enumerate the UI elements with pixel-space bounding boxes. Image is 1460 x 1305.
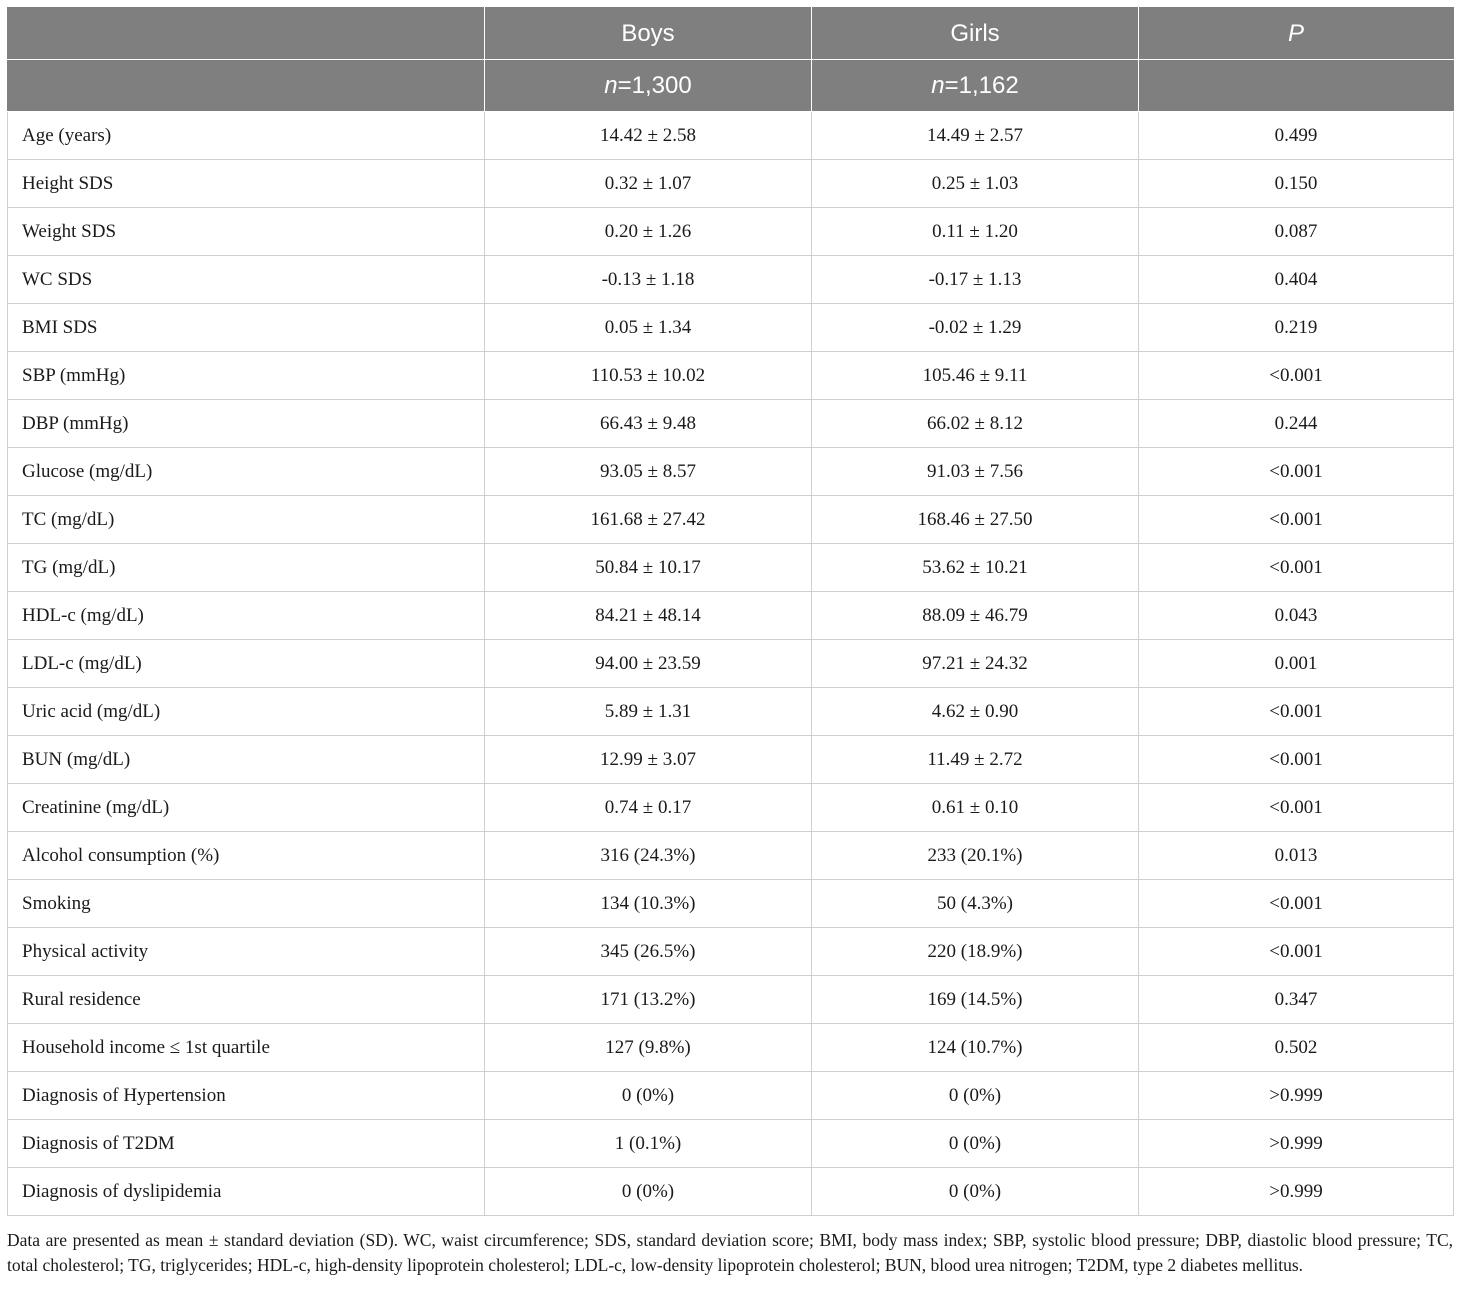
boys-value: 0.32 ± 1.07 <box>485 160 812 208</box>
girls-value: 97.21 ± 24.32 <box>812 640 1139 688</box>
row-label: Physical activity <box>8 928 485 976</box>
girls-value: 220 (18.9%) <box>812 928 1139 976</box>
table-row <box>8 736 1454 784</box>
girls-value: 4.62 ± 0.90 <box>812 688 1139 736</box>
boys-value: 110.53 ± 10.02 <box>485 352 812 400</box>
boys-value: 50.84 ± 10.17 <box>485 544 812 592</box>
girls-value: 0 (0%) <box>812 1072 1139 1120</box>
header-empty-cell <box>8 60 485 112</box>
n-symbol: n <box>604 71 618 99</box>
girls-value: 91.03 ± 7.56 <box>812 448 1139 496</box>
boys-value: 0 (0%) <box>485 1072 812 1120</box>
girls-value: 0.61 ± 0.10 <box>812 784 1139 832</box>
boys-value: 84.21 ± 48.14 <box>485 592 812 640</box>
boys-n-value: =1,300 <box>617 71 692 99</box>
row-label: Uric acid (mg/dL) <box>8 688 485 736</box>
row-label: TG (mg/dL) <box>8 544 485 592</box>
boys-value: 316 (24.3%) <box>485 832 812 880</box>
table-row <box>8 832 1454 880</box>
table-row <box>8 1072 1454 1120</box>
header-boys-n <box>485 60 812 112</box>
characteristics-table <box>7 7 1454 1216</box>
table-row <box>8 496 1454 544</box>
girls-value: 233 (20.1%) <box>812 832 1139 880</box>
row-label: TC (mg/dL) <box>8 496 485 544</box>
table-row <box>8 784 1454 832</box>
row-label: Household income ≤ 1st quartile <box>8 1024 485 1072</box>
table-row <box>8 544 1454 592</box>
row-label: Glucose (mg/dL) <box>8 448 485 496</box>
p-value: <0.001 <box>1139 544 1454 592</box>
p-value: 0.013 <box>1139 832 1454 880</box>
header-p-value: P <box>1139 8 1454 60</box>
boys-value: 66.43 ± 9.48 <box>485 400 812 448</box>
table-row <box>8 352 1454 400</box>
table-row <box>8 1120 1454 1168</box>
girls-value: -0.17 ± 1.13 <box>812 256 1139 304</box>
boys-value: 14.42 ± 2.58 <box>485 112 812 160</box>
boys-value: 0.20 ± 1.26 <box>485 208 812 256</box>
header-row-counts <box>8 60 1454 112</box>
row-label: Age (years) <box>8 112 485 160</box>
row-label: HDL-c (mg/dL) <box>8 592 485 640</box>
p-value: 0.244 <box>1139 400 1454 448</box>
p-value: <0.001 <box>1139 496 1454 544</box>
p-value: <0.001 <box>1139 448 1454 496</box>
header-row-groups <box>8 8 1454 60</box>
boys-value: 171 (13.2%) <box>485 976 812 1024</box>
girls-value: 169 (14.5%) <box>812 976 1139 1024</box>
girls-value: 105.46 ± 9.11 <box>812 352 1139 400</box>
row-label: Diagnosis of T2DM <box>8 1120 485 1168</box>
boys-value: 127 (9.8%) <box>485 1024 812 1072</box>
p-value: >0.999 <box>1139 1072 1454 1120</box>
boys-value: 345 (26.5%) <box>485 928 812 976</box>
p-value: >0.999 <box>1139 1120 1454 1168</box>
header-girls-n <box>812 60 1139 112</box>
girls-value: 11.49 ± 2.72 <box>812 736 1139 784</box>
p-value: <0.001 <box>1139 784 1454 832</box>
table-row <box>8 976 1454 1024</box>
girls-value: 50 (4.3%) <box>812 880 1139 928</box>
p-value: <0.001 <box>1139 352 1454 400</box>
girls-value: 66.02 ± 8.12 <box>812 400 1139 448</box>
table-row <box>8 160 1454 208</box>
p-value: 0.404 <box>1139 256 1454 304</box>
row-label: DBP (mmHg) <box>8 400 485 448</box>
p-value: 0.499 <box>1139 112 1454 160</box>
row-label: Diagnosis of dyslipidemia <box>8 1168 485 1216</box>
table-row <box>8 640 1454 688</box>
table-row <box>8 304 1454 352</box>
girls-value: 0.25 ± 1.03 <box>812 160 1139 208</box>
table-row <box>8 928 1454 976</box>
row-label: WC SDS <box>8 256 485 304</box>
girls-n-value: =1,162 <box>944 71 1019 99</box>
p-value: 0.001 <box>1139 640 1454 688</box>
girls-value: 0.11 ± 1.20 <box>812 208 1139 256</box>
table-footnote: Data are presented as mean ± standard deviation (SD). WC, waist circumference; SDS, standard deviation score; BMI, body mass index; SBP, systolic blood pressure; DBP, diastolic blood pressure; TC, total cholesterol; TG, triglycerides; HDL-c, high-density lipoprotein cholesterol; LDL-c, low-density lipoprotein cholesterol; BUN, blood urea nitrogen; T2DM, type 2 diabetes mellitus. <box>7 1230 1453 1275</box>
row-label: LDL-c (mg/dL) <box>8 640 485 688</box>
girls-value: 53.62 ± 10.21 <box>812 544 1139 592</box>
boys-value: 0 (0%) <box>485 1168 812 1216</box>
table-container <box>7 7 1453 1216</box>
row-label: BUN (mg/dL) <box>8 736 485 784</box>
p-value: <0.001 <box>1139 736 1454 784</box>
boys-value: 161.68 ± 27.42 <box>485 496 812 544</box>
boys-value: 1 (0.1%) <box>485 1120 812 1168</box>
row-label: Smoking <box>8 880 485 928</box>
table-header <box>8 8 1454 112</box>
row-label: Creatinine (mg/dL) <box>8 784 485 832</box>
row-label: Height SDS <box>8 160 485 208</box>
p-value: 0.502 <box>1139 1024 1454 1072</box>
p-value: 0.347 <box>1139 976 1454 1024</box>
table-row <box>8 112 1454 160</box>
table-row <box>8 448 1454 496</box>
header-boys: Boys <box>485 8 812 60</box>
girls-value: 14.49 ± 2.57 <box>812 112 1139 160</box>
p-value: <0.001 <box>1139 880 1454 928</box>
header-empty-cell <box>8 8 485 60</box>
boys-value: 134 (10.3%) <box>485 880 812 928</box>
row-label: BMI SDS <box>8 304 485 352</box>
row-label: Weight SDS <box>8 208 485 256</box>
girls-value: 168.46 ± 27.50 <box>812 496 1139 544</box>
header-empty-cell <box>1139 60 1454 112</box>
table-row <box>8 1024 1454 1072</box>
table-row <box>8 592 1454 640</box>
row-label: SBP (mmHg) <box>8 352 485 400</box>
header-girls: Girls <box>812 8 1139 60</box>
boys-value: -0.13 ± 1.18 <box>485 256 812 304</box>
row-label: Diagnosis of Hypertension <box>8 1072 485 1120</box>
boys-value: 93.05 ± 8.57 <box>485 448 812 496</box>
p-value: >0.999 <box>1139 1168 1454 1216</box>
table-row <box>8 400 1454 448</box>
p-value: <0.001 <box>1139 928 1454 976</box>
p-value: 0.150 <box>1139 160 1454 208</box>
row-label: Rural residence <box>8 976 485 1024</box>
p-value: 0.219 <box>1139 304 1454 352</box>
table-row <box>8 688 1454 736</box>
boys-value: 5.89 ± 1.31 <box>485 688 812 736</box>
row-label: Alcohol consumption (%) <box>8 832 485 880</box>
boys-value: 12.99 ± 3.07 <box>485 736 812 784</box>
n-symbol: n <box>931 71 945 99</box>
girls-value: 0 (0%) <box>812 1168 1139 1216</box>
boys-value: 94.00 ± 23.59 <box>485 640 812 688</box>
boys-value: 0.05 ± 1.34 <box>485 304 812 352</box>
table-row <box>8 256 1454 304</box>
table-row <box>8 880 1454 928</box>
girls-value: 124 (10.7%) <box>812 1024 1139 1072</box>
boys-value: 0.74 ± 0.17 <box>485 784 812 832</box>
p-value: <0.001 <box>1139 688 1454 736</box>
p-value: 0.087 <box>1139 208 1454 256</box>
girls-value: 88.09 ± 46.79 <box>812 592 1139 640</box>
table-body <box>8 112 1454 1216</box>
girls-value: -0.02 ± 1.29 <box>812 304 1139 352</box>
girls-value: 0 (0%) <box>812 1120 1139 1168</box>
table-row <box>8 208 1454 256</box>
table-row <box>8 1168 1454 1216</box>
p-value: 0.043 <box>1139 592 1454 640</box>
